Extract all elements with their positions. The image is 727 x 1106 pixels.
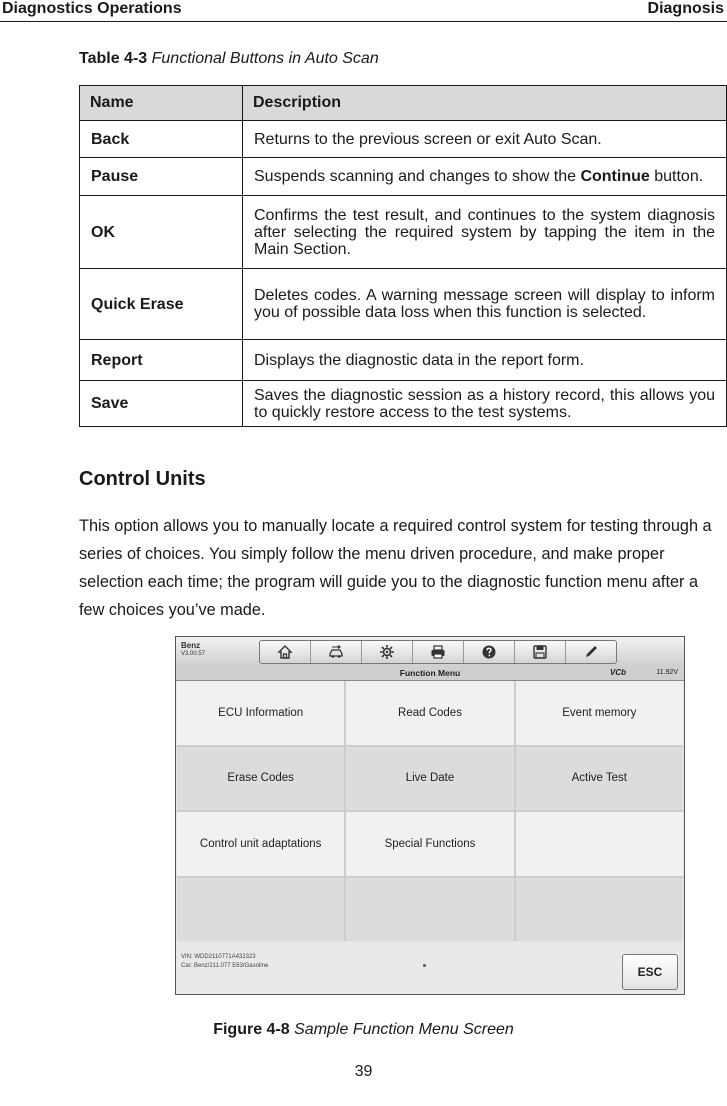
vin-line: VIN: WDD2110771A432323 <box>181 954 256 960</box>
menu-control-unit-adaptations[interactable]: Control unit adaptations <box>177 812 344 876</box>
column-header-name: Name <box>80 86 243 121</box>
row-name: Report <box>80 340 243 381</box>
menu-title: Function Menu <box>399 668 461 678</box>
home-icon[interactable] <box>260 641 311 663</box>
figure-caption <box>0 1021 727 1039</box>
menu-erase-codes[interactable]: Erase Codes <box>177 747 344 811</box>
menu-special-functions[interactable]: Special Functions <box>346 812 513 876</box>
table-row <box>80 381 727 427</box>
menu-empty-cell <box>177 878 344 942</box>
menu-active-test[interactable]: Active Test <box>516 747 683 811</box>
row-description: Deletes codes. A warning message screen will display to inform you of possible data loss when this function is selected. <box>243 269 727 340</box>
table-row <box>80 340 727 381</box>
figure-label: Figure 4-8 <box>213 1021 290 1038</box>
row-name: Save <box>80 381 243 427</box>
row-description: Confirms the test result, and continues to the system diagnosis after selecting the required system by tapping the item in the Main Section. <box>243 196 727 269</box>
edit-icon[interactable] <box>566 641 616 663</box>
menu-event-memory[interactable]: Event memory <box>516 681 683 745</box>
table-caption-label: Table 4-3 <box>79 50 148 67</box>
table-header-row <box>80 86 727 121</box>
row-name: OK <box>80 196 243 269</box>
menu-empty-cell <box>346 878 513 942</box>
section-title: Control Units <box>79 468 206 490</box>
row-name: Pause <box>80 158 243 196</box>
battery-voltage: 11.92V <box>656 669 678 676</box>
menu-empty-cell <box>516 812 683 876</box>
vehicle-swap-icon[interactable] <box>311 641 362 663</box>
description-bold: Continue <box>580 168 650 185</box>
page-indicator-dot <box>423 964 426 967</box>
header-chapter: Diagnostics Operations <box>2 0 182 17</box>
menu-empty-cell <box>516 878 683 942</box>
vehicle-brand <box>181 641 205 659</box>
help-icon[interactable] <box>464 641 515 663</box>
page-number: 39 <box>354 1063 373 1080</box>
row-description: Saves the diagnostic session as a history record, this allows you to quickly restore access to the test systems. <box>243 381 727 427</box>
car-line: Car: Benz/211.077 E63/Gasoline <box>181 963 269 969</box>
brand-version: V3.00.57 <box>181 651 206 657</box>
section-paragraph: This option allows you to manually locate a required control system for testing through a series of choices. You simply follow the menu driven procedure, and make proper selection each time; the program will guide you to the diagnostic function menu after a few choices you’ve made. <box>79 517 712 619</box>
table-caption <box>79 50 379 68</box>
functional-buttons-table <box>79 85 727 427</box>
row-description <box>243 158 727 196</box>
table-caption-text: Functional Buttons in Auto Scan <box>151 50 379 67</box>
screen-footer <box>176 942 684 995</box>
function-menu-bar <box>176 667 684 681</box>
row-name: Back <box>80 121 243 158</box>
column-header-description: Description <box>243 86 727 121</box>
function-menu-grid <box>177 681 683 941</box>
row-description: Returns to the previous screen or exit Auto Scan. <box>243 121 727 158</box>
table-row <box>80 269 727 340</box>
menu-read-codes[interactable]: Read Codes <box>346 681 513 745</box>
menu-ecu-information[interactable]: ECU Information <box>177 681 344 745</box>
esc-button[interactable]: ESC <box>622 954 678 990</box>
header-rule <box>0 21 727 22</box>
table-row <box>80 158 727 196</box>
vci-indicator: VCb <box>610 668 626 677</box>
brand-name: Benz <box>181 641 201 650</box>
settings-icon[interactable] <box>362 641 413 663</box>
save-icon[interactable] <box>515 641 566 663</box>
description-tail: button. <box>649 168 704 185</box>
menu-live-date[interactable]: Live Date <box>346 747 513 811</box>
table-row <box>80 196 727 269</box>
function-menu-screenshot <box>175 636 685 995</box>
vehicle-info <box>181 953 268 971</box>
row-name: Quick Erase <box>80 269 243 340</box>
screen-top-bar <box>176 637 684 668</box>
figure-text: Sample Function Menu Screen <box>294 1021 514 1038</box>
header-section: Diagnosis <box>647 0 724 17</box>
print-icon[interactable] <box>413 641 464 663</box>
screen-toolbar <box>259 640 617 664</box>
row-description: Displays the diagnostic data in the report form. <box>243 340 727 381</box>
description-text: Suspends scanning and changes to show the <box>254 168 581 185</box>
table-row <box>80 121 727 158</box>
page-header <box>0 0 727 22</box>
